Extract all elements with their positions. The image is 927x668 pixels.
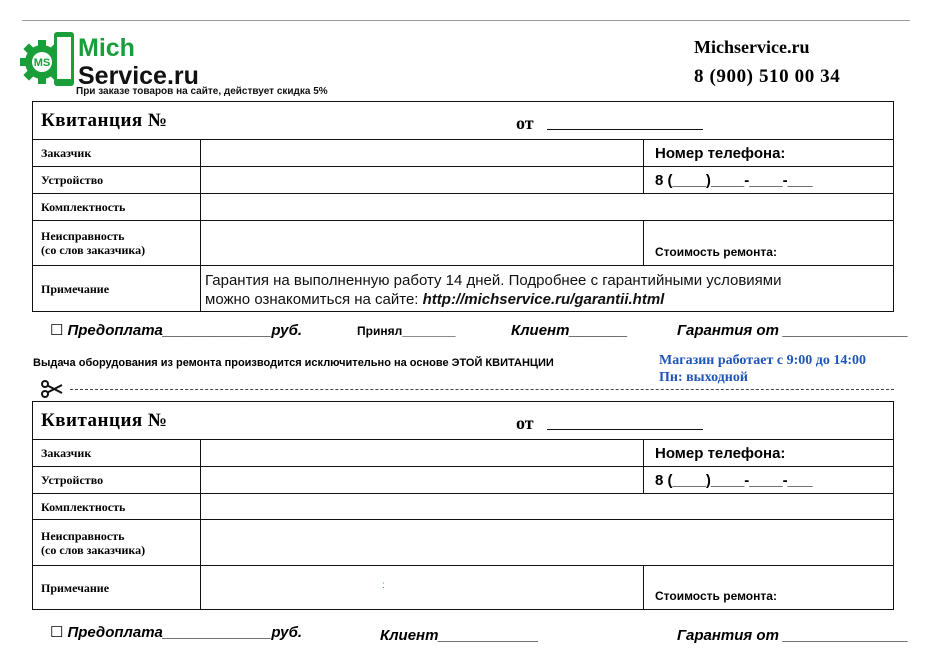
warranty-note-line1: Гарантия на выполненную работу 14 дней. Подробнее с гарантийными условиями bbox=[205, 272, 782, 289]
gear-logo-icon bbox=[16, 30, 76, 90]
device-row bbox=[33, 467, 893, 494]
warranty-note bbox=[205, 271, 782, 309]
issue-notice: Выдача оборудования из ремонта производится исключительно на основе ЭТОЙ КВИТАНЦИИ bbox=[33, 357, 554, 369]
device-label: Устройство bbox=[33, 467, 201, 493]
client-signature-field[interactable]: Клиент_______ bbox=[511, 322, 628, 339]
fault-field[interactable] bbox=[201, 520, 893, 565]
logo-letters: MS bbox=[33, 57, 51, 69]
receipt-title: Квитанция № bbox=[41, 410, 168, 431]
note-row bbox=[33, 566, 893, 609]
repair-cost-label: Стоимость ремонта: bbox=[655, 245, 777, 259]
customer-row bbox=[33, 440, 893, 467]
date-line bbox=[547, 129, 703, 130]
device-field[interactable] bbox=[201, 467, 643, 493]
fault-label bbox=[33, 520, 201, 565]
fault-label-line2: (со слов заказчика) bbox=[41, 243, 146, 257]
brand-line-1: Mich bbox=[78, 34, 135, 62]
receipt-top bbox=[32, 101, 894, 312]
prepayment-field[interactable] bbox=[50, 321, 302, 339]
customer-label: Заказчик bbox=[33, 140, 201, 166]
contact-phone: 8 (900) 510 00 34 bbox=[694, 66, 841, 87]
date-label: от bbox=[516, 413, 534, 433]
store-day-off: Пн: выходной bbox=[659, 370, 748, 385]
phone-field[interactable]: 8 (____)____-____-___ bbox=[655, 471, 813, 489]
completeness-field[interactable] bbox=[201, 194, 893, 220]
customer-label: Заказчик bbox=[33, 440, 201, 466]
fault-label-line1: Неисправность bbox=[41, 229, 125, 243]
checkbox-icon[interactable]: ☐ bbox=[50, 322, 64, 339]
completeness-field[interactable] bbox=[201, 494, 893, 519]
device-row bbox=[33, 167, 893, 194]
prepayment-field[interactable] bbox=[50, 623, 302, 641]
note-label: Примечание bbox=[33, 566, 201, 609]
device-label: Устройство bbox=[33, 167, 201, 193]
date-label: от bbox=[516, 113, 534, 133]
warranty-from-field[interactable]: Гарантия от _______________ bbox=[677, 627, 909, 644]
warranty-from-field[interactable]: Гарантия от _______________ bbox=[677, 322, 909, 339]
customer-field[interactable] bbox=[201, 140, 643, 166]
note-label: Примечание bbox=[33, 266, 201, 311]
receipt-title: Квитанция № bbox=[41, 110, 168, 131]
site-address: Michservice.ru bbox=[694, 37, 810, 57]
receipt-bottom bbox=[32, 401, 894, 610]
warranty-note-line2: можно ознакомиться на сайте: bbox=[205, 291, 423, 308]
completeness-label: Комплектность bbox=[33, 194, 201, 220]
fault-row bbox=[33, 221, 893, 266]
store-hours: Магазин работает с 9:00 до 14:00 bbox=[659, 353, 867, 368]
receipt-title-row bbox=[33, 402, 893, 440]
fault-label-line1: Неисправность bbox=[41, 528, 125, 543]
note-row bbox=[33, 266, 893, 311]
stray-mark: : bbox=[382, 580, 385, 591]
device-field[interactable] bbox=[201, 167, 643, 193]
phone-field[interactable]: 8 (____)____-____-___ bbox=[655, 171, 813, 189]
prepayment-label: Предоплата_____________руб. bbox=[67, 624, 303, 641]
prepayment-label: Предоплата_____________руб. bbox=[67, 322, 303, 339]
fault-row bbox=[33, 520, 893, 566]
repair-cost-label: Стоимость ремонта: bbox=[655, 589, 777, 603]
customer-row bbox=[33, 140, 893, 167]
checkbox-icon[interactable]: ☐ bbox=[50, 624, 64, 641]
promo-text: При заказе товаров на сайте, действует скидка 5% bbox=[76, 86, 328, 97]
scissors-icon bbox=[40, 377, 64, 401]
receipt-title-row bbox=[33, 102, 893, 140]
date-line bbox=[547, 429, 703, 430]
cut-line bbox=[70, 389, 894, 390]
top-divider bbox=[22, 20, 910, 21]
client-signature-field[interactable]: Клиент____________ bbox=[380, 627, 539, 644]
brand-line-2: Service.ru bbox=[78, 62, 199, 90]
note-field[interactable] bbox=[201, 566, 643, 609]
accepted-by-field[interactable]: Принял________ bbox=[357, 324, 456, 338]
warranty-url-link[interactable]: http://michservice.ru/garantii.html bbox=[422, 291, 665, 308]
phone-label: Номер телефона: bbox=[655, 444, 786, 462]
completeness-row bbox=[33, 494, 893, 520]
fault-field[interactable] bbox=[201, 221, 643, 265]
fault-label-line2: (со слов заказчика) bbox=[41, 542, 146, 557]
completeness-label: Комплектность bbox=[33, 494, 201, 519]
phone-label: Номер телефона: bbox=[655, 144, 786, 162]
fault-label bbox=[33, 221, 201, 265]
completeness-row bbox=[33, 194, 893, 221]
customer-field[interactable] bbox=[201, 440, 643, 466]
